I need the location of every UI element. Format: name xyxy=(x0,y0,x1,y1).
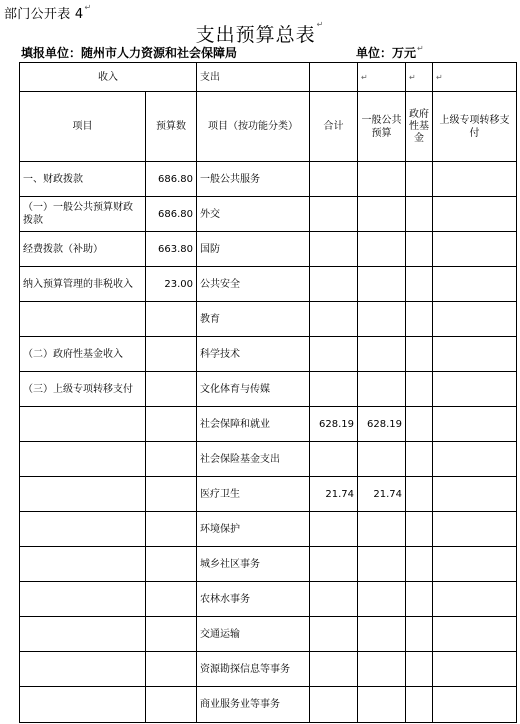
document-label: 部门公开表 4↵ xyxy=(4,3,92,22)
cell-budget xyxy=(146,582,197,617)
col-func-header: 项目（按功能分类） xyxy=(197,92,310,162)
cell-func: 社会保险基金支出 xyxy=(197,442,310,477)
cell-func: 社会保障和就业 xyxy=(197,407,310,442)
cell-item: 经费拨款（补助） xyxy=(20,232,146,267)
cell-total xyxy=(310,687,358,723)
cell-transfer xyxy=(433,477,517,512)
cell-total xyxy=(310,372,358,407)
cell-total xyxy=(310,582,358,617)
col-fund-header: 政府性基金 xyxy=(406,92,433,162)
cell-transfer xyxy=(433,197,517,232)
cell-budget xyxy=(146,302,197,337)
cell-general xyxy=(358,582,406,617)
cell-budget: 686.80 xyxy=(146,197,197,232)
table-row xyxy=(20,162,517,197)
cell-item: 一、财政拨款 xyxy=(20,162,146,197)
cell-general: 628.19 xyxy=(358,407,406,442)
cell-budget: 663.80 xyxy=(146,232,197,267)
cell-budget xyxy=(146,652,197,687)
cell-total xyxy=(310,337,358,372)
cell-fund xyxy=(406,547,433,582)
cell-total xyxy=(310,302,358,337)
col-transfer-header: 上级专项转移支付 xyxy=(433,92,517,162)
cell-fund xyxy=(406,302,433,337)
cell-total: 628.19 xyxy=(310,407,358,442)
cell-general xyxy=(358,302,406,337)
cell-item xyxy=(20,407,146,442)
cell-func: 环境保护 xyxy=(197,512,310,547)
cell-general xyxy=(358,372,406,407)
cell-general xyxy=(358,267,406,302)
cell-budget xyxy=(146,512,197,547)
cell-general xyxy=(358,337,406,372)
cell-fund xyxy=(406,442,433,477)
cell-budget xyxy=(146,547,197,582)
table-row xyxy=(20,512,517,547)
budget-table xyxy=(19,62,517,723)
cell-total xyxy=(310,232,358,267)
cell-func: 农林水事务 xyxy=(197,582,310,617)
cell-item xyxy=(20,687,146,723)
cell-transfer xyxy=(433,652,517,687)
cell-total xyxy=(310,197,358,232)
cell-transfer xyxy=(433,617,517,652)
cell-transfer xyxy=(433,547,517,582)
cell-func: 科学技术 xyxy=(197,337,310,372)
cell-fund xyxy=(406,197,433,232)
cell-budget xyxy=(146,477,197,512)
cell-total: 21.74 xyxy=(310,477,358,512)
cell-general: 21.74 xyxy=(358,477,406,512)
cell-func: 医疗卫生 xyxy=(197,477,310,512)
cell-func: 商业服务业等事务 xyxy=(197,687,310,723)
cell-general xyxy=(358,162,406,197)
table-row xyxy=(20,232,517,267)
cell-func: 外交 xyxy=(197,197,310,232)
income-header: 收入 xyxy=(20,63,197,92)
cell-item xyxy=(20,512,146,547)
cell-transfer xyxy=(433,162,517,197)
cell-budget: 23.00 xyxy=(146,267,197,302)
cell-budget xyxy=(146,407,197,442)
cell-fund xyxy=(406,512,433,547)
cell-func: 城乡社区事务 xyxy=(197,547,310,582)
cell-total xyxy=(310,442,358,477)
cell-fund xyxy=(406,372,433,407)
cell-total xyxy=(310,162,358,197)
cell-total xyxy=(310,512,358,547)
col-total-header: 合计 xyxy=(310,92,358,162)
table-row xyxy=(20,617,517,652)
cell-budget xyxy=(146,687,197,723)
cell-general xyxy=(358,197,406,232)
cell-total xyxy=(310,267,358,302)
cell-transfer xyxy=(433,687,517,723)
document-title: 支出预算总表↵ xyxy=(195,20,325,46)
cell-func: 资源勘探信息等事务 xyxy=(197,652,310,687)
cell-general xyxy=(358,652,406,687)
cell-fund xyxy=(406,687,433,723)
cell-fund xyxy=(406,582,433,617)
cell-transfer xyxy=(433,442,517,477)
header-empty-cell: ↵ xyxy=(358,63,406,92)
table-row xyxy=(20,267,517,302)
fill-unit: 填报单位：随州市人力资源和社会保障局 xyxy=(21,46,238,60)
cell-item xyxy=(20,442,146,477)
cell-item: （一）一般公共预算财政拨款 xyxy=(20,197,146,232)
cell-fund xyxy=(406,232,433,267)
cell-fund xyxy=(406,617,433,652)
cell-fund xyxy=(406,337,433,372)
col-budget-header: 预算数 xyxy=(146,92,197,162)
table-row xyxy=(20,372,517,407)
cell-fund xyxy=(406,267,433,302)
cell-transfer xyxy=(433,267,517,302)
cell-transfer xyxy=(433,302,517,337)
col-general-header: 一般公共预算 xyxy=(358,92,406,162)
column-header-row xyxy=(20,92,517,162)
cell-func: 一般公共服务 xyxy=(197,162,310,197)
header-empty-cell: ↵ xyxy=(433,63,517,92)
cell-item: （三）上级专项转移支付 xyxy=(20,372,146,407)
cell-total xyxy=(310,652,358,687)
cell-transfer xyxy=(433,232,517,267)
cell-item xyxy=(20,617,146,652)
table-row xyxy=(20,547,517,582)
cell-transfer xyxy=(433,372,517,407)
cell-general xyxy=(358,512,406,547)
cell-fund xyxy=(406,407,433,442)
cell-transfer xyxy=(433,337,517,372)
col-item-header: 项目 xyxy=(20,92,146,162)
cell-item xyxy=(20,302,146,337)
header-empty-cell: ↵ xyxy=(406,63,433,92)
cell-general xyxy=(358,442,406,477)
header-empty-cell xyxy=(310,63,358,92)
cell-general xyxy=(358,617,406,652)
cell-budget xyxy=(146,617,197,652)
cell-fund xyxy=(406,477,433,512)
cell-func: 国防 xyxy=(197,232,310,267)
cell-item: （二）政府性基金收入 xyxy=(20,337,146,372)
cell-general xyxy=(358,547,406,582)
cell-func: 教育 xyxy=(197,302,310,337)
cell-total xyxy=(310,617,358,652)
cell-item: 纳入预算管理的非税收入 xyxy=(20,267,146,302)
cell-item xyxy=(20,477,146,512)
cell-budget: 686.80 xyxy=(146,162,197,197)
table-row xyxy=(20,197,517,232)
cell-transfer xyxy=(433,512,517,547)
cell-fund xyxy=(406,652,433,687)
cell-func: 文化体育与传媒 xyxy=(197,372,310,407)
cell-item xyxy=(20,582,146,617)
table-row xyxy=(20,337,517,372)
table-row xyxy=(20,442,517,477)
cell-fund xyxy=(406,162,433,197)
cell-budget xyxy=(146,442,197,477)
cell-item xyxy=(20,652,146,687)
cell-transfer xyxy=(433,582,517,617)
cell-budget xyxy=(146,372,197,407)
cell-total xyxy=(310,547,358,582)
cell-transfer xyxy=(433,407,517,442)
cell-general xyxy=(358,687,406,723)
table-row xyxy=(20,652,517,687)
currency-unit: 单位：万元↵ xyxy=(356,44,424,60)
table-row xyxy=(20,407,517,442)
cell-func: 交通运输 xyxy=(197,617,310,652)
cell-func: 公共安全 xyxy=(197,267,310,302)
expense-header: 支出 xyxy=(197,63,310,92)
group-header-row xyxy=(20,63,517,92)
table-row xyxy=(20,582,517,617)
table-row xyxy=(20,477,517,512)
cell-general xyxy=(358,232,406,267)
table-row xyxy=(20,687,517,723)
cell-budget xyxy=(146,337,197,372)
cell-item xyxy=(20,547,146,582)
table-row xyxy=(20,302,517,337)
